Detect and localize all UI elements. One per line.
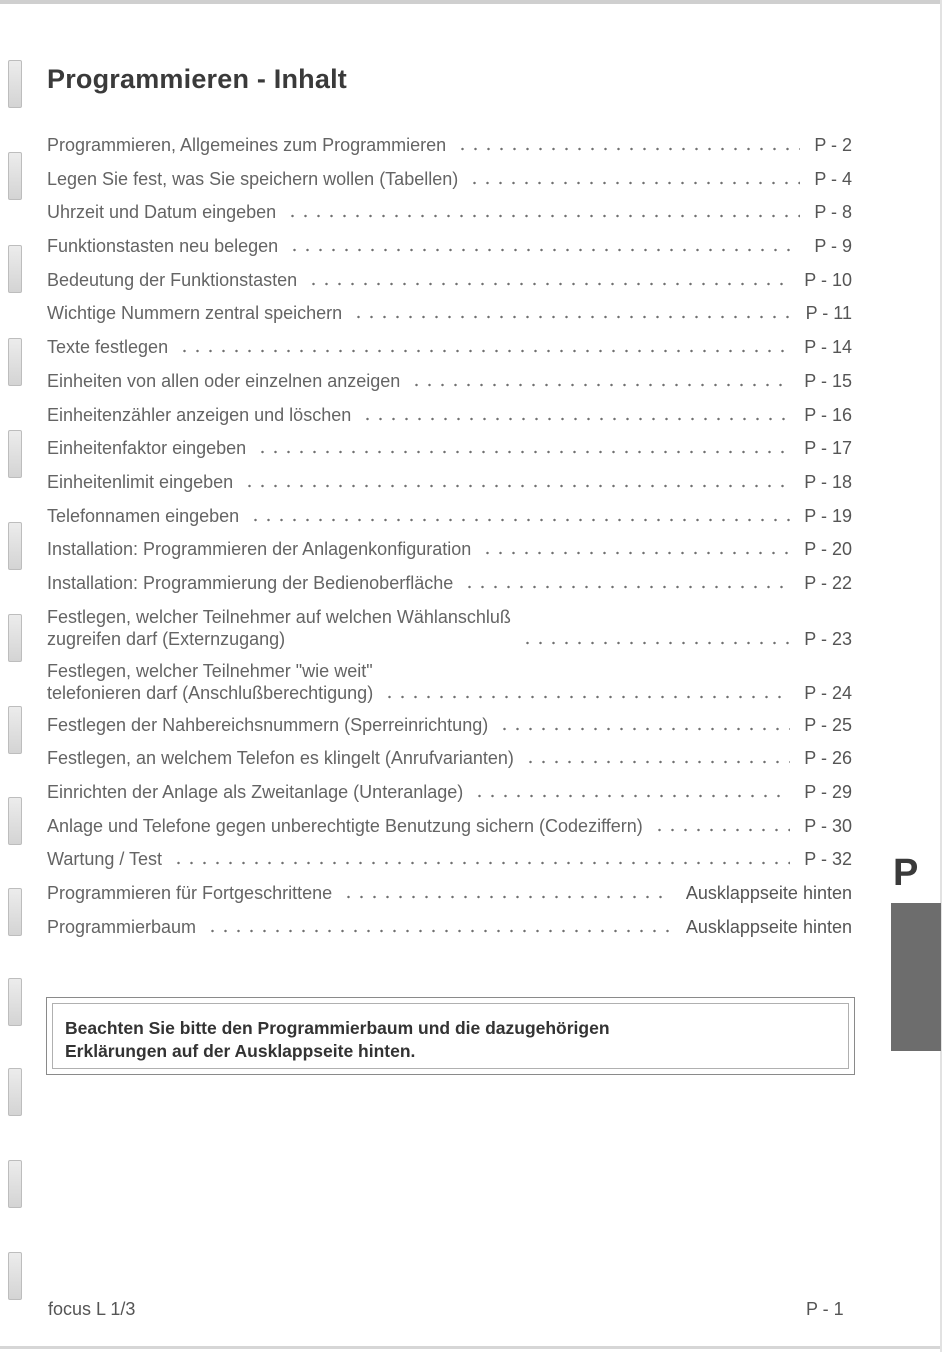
toc-page-ref: P - 4: [814, 168, 852, 189]
dot-leader: [178, 349, 790, 353]
toc-entry-title: Einheitenzähler anzeigen und löschen: [47, 404, 352, 425]
toc-page-ref: P - 16: [804, 404, 852, 425]
toc-entry-title: Festlegen, welcher Teilnehmer "wie weit" telefonieren darf (Anschlußberechtigung): [47, 660, 374, 703]
binder-mark: [8, 245, 22, 293]
binder-mark: [8, 888, 22, 936]
toc-entry-title: Installation: Programmierung der Bedienoberfläche: [47, 572, 454, 593]
toc-entry: [47, 404, 852, 426]
dot-leader: [361, 417, 790, 421]
binder-mark: [8, 797, 22, 845]
binder-mark: [8, 1252, 22, 1300]
toc-entry: [47, 781, 852, 803]
section-tab-marker: [891, 903, 941, 1051]
toc-entry: [47, 572, 852, 594]
toc-entry-title: Legen Sie fest, was Sie speichern wollen (Tabellen): [47, 168, 459, 189]
toc-entry-title: Texte festlegen: [47, 337, 169, 358]
dot-leader: [410, 383, 790, 387]
dot-leader: [243, 484, 790, 488]
toc-entry-title: Einrichten der Anlage als Zweitanlage (Unteranlage): [47, 782, 464, 802]
page-title: Programmieren - Inhalt: [47, 64, 347, 94]
toc-entry: [47, 471, 852, 493]
toc-entry: [47, 848, 852, 870]
toc-entry: [47, 660, 852, 704]
note-line: Erklärungen auf der Ausklappseite hinten.: [65, 1041, 416, 1061]
binder-mark: [8, 430, 22, 478]
top-rule: [0, 0, 940, 4]
toc-entry-title: Wartung / Test: [47, 849, 163, 870]
dot-leader: [481, 551, 790, 555]
toc-entry: [47, 916, 852, 938]
binder-mark: [8, 706, 22, 754]
dot-leader: [286, 214, 800, 218]
toc-entry-title: Anlage und Telefone gegen unberechtigte Benutzung sichern (Codeziffern): [47, 815, 643, 836]
toc-entry-title: Programmieren, Allgemeines zum Programmieren: [47, 135, 447, 155]
dot-leader: [307, 282, 790, 286]
toc-entry-title: Festlegen, an welchem Telefon es klingelt (Anrufvarianten): [47, 748, 514, 769]
binder-mark: [8, 522, 22, 570]
dot-leader: [468, 181, 800, 185]
toc-entry-title: Einheitenfaktor eingeben: [47, 438, 247, 459]
note-inner-frame: [52, 1003, 849, 1069]
note-box: [46, 997, 855, 1075]
toc-entry-title: Festlegen der Nahbereichsnummern (Sperreinrichtung): [47, 714, 489, 735]
toc-page-ref: P - 10: [804, 269, 852, 290]
toc-entry: [47, 437, 852, 459]
toc-entry: [47, 168, 852, 190]
toc-page-ref: P - 30: [804, 815, 852, 836]
toc-entry: [47, 505, 852, 527]
toc-entry: [47, 882, 852, 904]
dot-leader: [383, 695, 790, 699]
toc-entry: [47, 370, 852, 392]
toc-entry: [47, 201, 852, 223]
toc-page-ref: P - 19: [804, 505, 852, 526]
toc-page-ref: P - 8: [814, 202, 852, 223]
dot-leader: [498, 727, 790, 731]
toc-entry-title: Programmieren für Fortgeschrittene: [47, 883, 333, 904]
toc-entry: [47, 269, 852, 291]
toc-page-ref: P - 18: [804, 471, 852, 492]
dot-leader: [463, 585, 790, 589]
toc-page-ref: P - 9: [814, 236, 852, 257]
toc-entry-title: Wichtige Nummern zentral speichern: [47, 303, 343, 324]
toc-page-ref: P - 29: [804, 782, 852, 802]
section-tab-letter: P: [893, 852, 919, 894]
toc-entry-title: Programmierbaum: [47, 916, 197, 937]
toc-entry: [47, 134, 852, 156]
toc-entry: [47, 714, 852, 736]
toc-entry: [47, 538, 852, 560]
toc-page-ref: P - 26: [804, 748, 852, 769]
dot-leader: [206, 929, 672, 933]
toc-entry-title: Telefonnamen eingeben: [47, 505, 240, 526]
toc-page-ref: P - 22: [804, 572, 852, 593]
footer-model-name: focus L 1/3: [48, 1299, 136, 1319]
note-text: [65, 1017, 785, 1063]
dot-leader: [256, 450, 790, 454]
toc-entry: [47, 815, 852, 837]
toc-entry-title: Funktionstasten neu belegen: [47, 236, 279, 257]
table-of-contents: [47, 134, 852, 949]
toc-page-ref: P - 15: [804, 370, 852, 391]
binder-mark: [8, 152, 22, 200]
toc-entry: [47, 302, 852, 324]
binder-mark: [8, 60, 22, 108]
toc-entry: [47, 336, 852, 358]
toc-entry-title: Installation: Programmieren der Anlagenkonfiguration: [47, 539, 472, 560]
right-edge-rule: [940, 0, 942, 1352]
dot-leader: [653, 828, 791, 832]
toc-entry: [47, 747, 852, 769]
toc-page-ref: Ausklappseite hinten: [685, 883, 852, 904]
toc-entry-title: Festlegen, welcher Teilnehmer auf welchen Wählanschluß zugreifen darf (Externzugang): [47, 606, 511, 649]
footer-page-number: P - 1: [806, 1299, 844, 1319]
toc-page-ref: P - 11: [805, 303, 852, 324]
toc-entry: [47, 235, 852, 257]
toc-page-ref: P - 32: [804, 849, 852, 870]
toc-entry-title: Einheiten von allen oder einzelnen anzeigen: [47, 370, 401, 391]
toc-page-ref: Ausklappseite hinten: [685, 916, 852, 937]
dot-leader: [288, 248, 800, 252]
binder-mark: [8, 1068, 22, 1116]
note-line: Beachten Sie bitte den Programmierbaum und die dazugehörigen: [65, 1018, 610, 1038]
toc-page-ref: P - 25: [804, 714, 852, 735]
dot-leader: [524, 760, 790, 764]
dot-leader: [521, 641, 790, 645]
toc-entry-title: Einheitenlimit eingeben: [47, 471, 234, 492]
toc-page-ref: P - 24: [804, 682, 852, 703]
binder-mark: [8, 614, 22, 662]
dot-leader: [473, 794, 790, 798]
dot-leader: [352, 315, 792, 319]
dot-leader: [249, 518, 790, 522]
toc-page-ref: P - 20: [804, 539, 852, 560]
toc-entry: [47, 606, 852, 650]
toc-page-ref: P - 14: [804, 337, 852, 358]
toc-page-ref: P - 17: [804, 438, 852, 459]
binder-mark: [8, 978, 22, 1026]
toc-entry-title: Bedeutung der Funktionstasten: [47, 269, 298, 290]
dot-leader: [172, 861, 790, 865]
binder-mark: [8, 1160, 22, 1208]
dot-leader: [342, 895, 672, 899]
bottom-rule: [0, 1346, 940, 1349]
toc-entry-title: Uhrzeit und Datum eingeben: [47, 202, 277, 223]
binder-mark: [8, 338, 22, 386]
dot-leader: [456, 147, 800, 151]
toc-page-ref: P - 2: [814, 135, 852, 155]
toc-page-ref: P - 23: [804, 628, 852, 649]
